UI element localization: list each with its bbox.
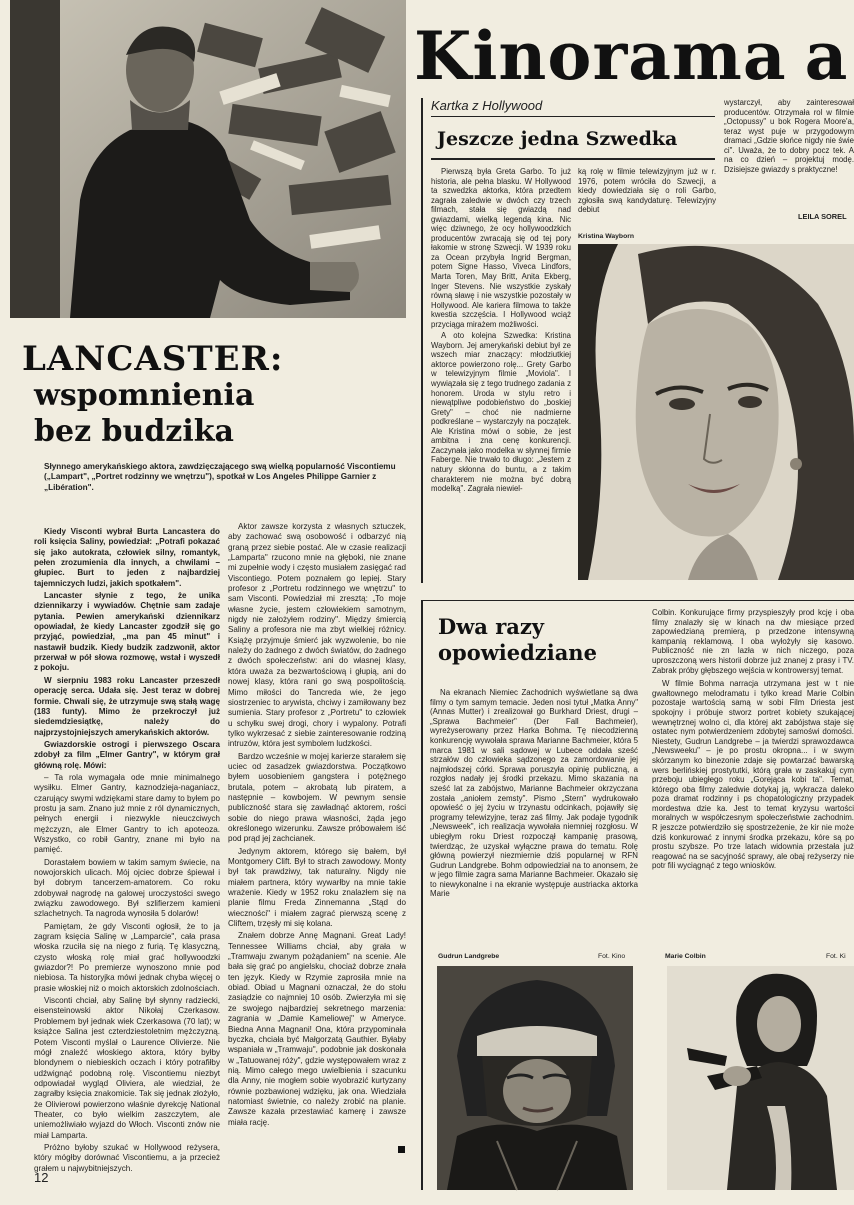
lancaster-paragraph: Gwiazdorskie ostrogi i pierwszego Oscara zdobył za film „Elmer Gantry", w którym grał główną rolę. Mówi:	[34, 739, 220, 770]
dwa-razy-paragraph: Na ekranach Niemiec Zachodnich wyświetlane są dwa filmy o tym samym temacie. Jeden nosi tytuł „Matka Anny" (Annas Mutter) i zrealizował go Burkhard Driest, drugi – „Sprawa Bachmeier" (Der Fall Bachmeier), wyreżyserowany przez Harka Bohma. Tę niecodzienną konkurencję wywołała sprawa Marianne Bachmeier, która 5 marca 1981 w sali sądowej w Lubece oddała sześć strzałów do człowieka sądzonego za zamordowanie jej najmłodszej córki. Sprawa poruszyła opinię publiczną, a rozgłos nadały jej środki przekazu. Mimo skazania na sześć lat za zabójstwo, Marianne Bachmeier okrzyczana została „aniołem zemsty". Pismo „Stern" wydrukowało opowieść o jej życiu w trzynastu odcinkach, pojawiły się programy telewizyjne, teraz zaś filmy. Jak podaje tygodnik „Newsweek", ich realizacja wywołała niemniej rozgłosu. W ubiegłym roku Driest rozpoczął kampanię prasową, twierdząc, że uzyskał wyłączne prawa do tematu. Rolę główną powierzył niezmiernie dziś popularnej w RFN Gudrun Landgrebe. Bohm odpowiedział na to anonsem, że w jego filmie zagra sama Marianne Bachmeier. Okazało się to niewykonalne i na ekranie występuje austriacka aktorka Marie	[430, 688, 638, 899]
lancaster-paragraph: Próżno byłoby szukać w Hollywood reżysera, który mógłby dorównać Viscontiemu, a ja przecież grałem u najwybitniejszych.	[34, 1142, 220, 1173]
colbin-caption: Marie Colbin	[665, 953, 706, 960]
lancaster-paragraph: – Ta rola wymagała ode mnie minimalnego wysiłku. Elmer Gantry, kaznodzieja-naganiacz, czarujący swymi wdziękami stare damy to byłem po prostu ja sam. Znano już mnie z ról dynamicznych, pełnych energii i niezwykle nieuczciwych mężczyzn, ale Elmer Gantry to ich apoteoza. Wszystko, co robił Gantry, znane mi było na pamięć.	[34, 772, 220, 855]
lancaster-paragraph: Aktor zawsze korzysta z własnych sztuczek, aby zachować swą osobowość i odbarzyć nią graną przez siebie postać. Ale w czasie realizacji „Lamparta" rzucono mnie na głęboki, nie znane mi zupełnie wody i często musiałem zasięgać rad Viscontiego. Potem poznałem go lepiej. Stary profesor z „Portretu rodzinnego we wnętrzu" to sam Visconti. Powiedział mi zresztą: „To moje własne życie, jestem człowiekiem samotnym, nigdy nie założyłem rodziny". Między śmiercią Saliny a profesora nie ma zbyt wielkiej różnicy. Książę przyjmuje śmierć jak wyzwolenie, bo nie należy do żadnego z dwóch światów, do żadnego z dwóch społeczeństw: ani do własnej klasy, która uważa za bezwartościową i głupią, ani do nowej klasy, która rani go swą pospolitością. Mimo miłości do Tancreda wie, że jego siostrzeniec to arywista, chciwy i zamiłowany bez sumienia. Stary profesor z „Portretu" to człowiek u schyłku swej drogi, chory i wypalony. Potrafi tylko wykrzesać z siebie zainteresowanie rodziną intruzów, która jest symbolem ludzkości.	[228, 522, 406, 749]
lancaster-paragraph: W sierpniu 1983 roku Lancaster przeszedł operację serca. Udała się. Jest teraz w dobrej formie. Chwali się, że utrzymuje swą stałą wagę (183 funty). Mimo że przekroczył już siedemdziesiątkę, należy do najprzystojniejszych amerykańskich aktorów.	[34, 675, 220, 737]
lancaster-headline	[22, 340, 382, 450]
lancaster-headline-line1: LANCASTER:	[22, 339, 284, 379]
szwedka-paragraph: Pierwszą była Greta Garbo. To już historia, ale pełna blasku. W Hollywood ta szwedzka aktorka, która przedtem zagrała zaledwie w dwóch czy trzech filmach, stała się gwiazdą nad gwiazdami, wielką legendą kina. Nic więc dziwnego, że ocy hollywoodzkich producentów zwracają się od tej pory łakomie w stronę Szwecji. W 1939 roku za Ocean przybyła Ingrid Bergman, potem Signe Hasso, Viveca Lindfors, Marta Toren, May Britt, Anita Ekberg, Inger Stevens. Nie wszystkie zyskały równą sławę i nie wszystkie pozostały w Hollywood. Ale kariera filmowa to także kwestia szczęścia. I Hollywood wciąż przyciąga mirażem możliwości.	[431, 167, 571, 329]
dwa-razy-headline	[438, 614, 597, 666]
dwa-razy-column-2	[652, 608, 854, 938]
dwa-razy-paragraph: W filmie Bohma narracja utrzymana jest w t nie gwałtownego melodramatu i tylko kread Marie Colbin pozostaje wartością samą w sobi Film Driesta jest spokojny i próbuje stworz portret kobiety szukającej wewnętrznej wolno ci, dla której akt zabójstwa staje się ostatec nym potwierdzeniem zdobytej samoświ domości. Niestety, Gudrun Landgrebe – ja twierdzi sprawozdawca „Newsweeku" – je po prostu okropna... i w swym skórzanym ko binezonie zdaje się powtarzać bawarską wers berlińskiej prostytutki, którą grała w zaskakuj cym przeboju ubiegłego roku „Gorejąca kobi ta". Temat, którego oba filmy zaledwie dotykaj ją, wykracza daleko poza dramat rodzinny i ps chopatologiczny przypadek mordestwa dzie ka. Jest to temat kryzysu wartości moralnych w współczesnym społeczeństwie zachodnim. R jeszcze potwierdziło się spostrzeżenie, że kir nie może dziś konkurować z innymi środka przekazu, kóre są po prostu szybsze. Po trze latach widownia przestała już reagować na se sacyjność sprawy, ale obaj reżyserzy nie potr fili wyciągnąć z tego wniosków.	[652, 679, 854, 871]
lancaster-paragraph: Lancaster słynie z tego, że unika dziennikarzy i wywiadów. Chętnie sam zadaje pytania. Pewien amerykański dziennikarz opowiadał, że kiedy Lancaster zgodził się go przyjąć, powiedział, „ma pan 45 minut" i nastawił budzik. Kiedy budzik zadzwonił, aktor przerwał w pół słowa rozmowę, wstał i wyszedł z pokoju.	[34, 591, 220, 673]
lancaster-column-2	[228, 522, 406, 1142]
dwa-razy-paragraph: Colbin. Konkurujące firmy przyspieszyły prod kcję i oba filmy znalazły się w kinach na dw miesiące przed zapowiedzianą premierą, p przedzone intensywną kampanią reklamową. I oba wyłożyły się kasowo. Publiczność nie zn lazła w nich niczego, poza uproszczoną wers historii dobrze już znanej z prasy i TV. Zabrak próby głębszego wejścia w kontrowersyj temat.	[652, 608, 854, 675]
column-divider-top	[421, 98, 423, 583]
end-mark	[398, 1146, 405, 1153]
colbin-credit: Fot. Ki	[826, 953, 846, 960]
lancaster-paragraph: Znałem dobrze Annę Magnani. Great Lady! Tennessee Williams chciał, aby grała w „Tramwaju zwanym pożądaniem" na scenie. Ale bała się grać po angielsku, chociaż dobrze znała ten język. Kiedy w Rzymie zaprosiła mnie na obiad. Obiad u Magnani oznaczał, że do stołu zasiądzie co najmniej 10 osób. Zwierzyła mi się ze swojego najbardziej sekretnego marzenia: zagrania w „Damie Kameliowej" w Ameryce. Biedna Anna Magnani! Ona, która przypominała byczka, chciała być Małgorzatą Gauthier. Byłaby wspaniała w „Tramwaju", podobnie jak doskonała w „Tatuowanej róży", gdzie występowałem wraz z nią. Mimo całego mego uwielbienia i szacunku dla Anny, nie mogłem sobie wyobrazić kurtyzany równie pozbawionej wdzięku, jak ona. Wiedziała natomiast świetnie, co należy zrobić na planie. Zawsze kazała przestawiać kamerę i zawsze miała rację.	[228, 931, 406, 1127]
dwa-razy-top-rule	[421, 600, 854, 601]
dwa-razy-headline-line1: Dwa razy	[438, 614, 545, 639]
gudrun-landgrebe-photo	[437, 966, 633, 1190]
szwedka-paragraph: wystarczył, aby zainteresował producentów. Otrzymała rol w filmie „Octopussy" u bok Rogera Moore'a, teraz wyst puje w przygodowym dramaci „Gdzie słońce nigdy nie świe ci". Uważa, że to dobry pocz tek. A na co dzień – projektuj modę. Dzisiejsze gwiazdy s praktyczne!	[724, 98, 854, 174]
lancaster-lead: Słynnego amerykańskiego aktora, zawdzięczającego swą wielką popularność Viscontiemu („Lampart", „Portret rodzinny we wnętrzu"), spotkał w Los Angeles Philippe Garnier z „Libération".	[44, 462, 396, 492]
szwedka-column-2	[578, 167, 716, 227]
szwedka-paragraph: A oto kolejna Szwedka: Kristina Wayborn. Jej amerykański debiut był ze wszech miar znaczący: młodziutkiej aktorce powierzono rolę... Grety Garbo w telewizyjnym filmie „Moviola". I wywiązała się z tego trudnego zadania z honorem. Uroda w stylu retro i niewątpliwe podobieństwo do „boskiej Grety" – choć nie nadmierne podkreślane – wystarczyły na początek. Ale Kristina mówi o sobie, że jest ambitna i zna cenę konkurencji. Zaczynała jako modelka w słynnej firmie Faberge. Nie trwało to długo: „Jestem z natury skłonna do buntu, a z takim charakterem nie można być dobrą modelką". Zagrała niewiel-	[431, 331, 571, 494]
lancaster-paragraph: Pamiętam, że gdy Visconti ogłosił, że to ja zagram księcia Salinę w „Lamparcie", cała prasa włoska rzuciła się na niego z furią. Tę klasyczną, czysto włoską rolę miał grać hollywoodzki gwiazdor?! Po premierze wynoszono mnie pod niebiosa. Ta historyjka mówi jednak chyba więcej o prasie włoskiej niż o moich aktorskich zdolnościach.	[34, 921, 220, 993]
szwedka-headline: Jeszcze jedna Szwedka	[437, 128, 678, 150]
szwedka-column-1	[431, 167, 571, 583]
dwa-razy-column-1	[430, 688, 638, 946]
szwedka-rule	[431, 158, 715, 160]
marie-colbin-photo	[667, 966, 854, 1190]
gudrun-caption: Gudrun Landgrebe	[438, 953, 500, 960]
lancaster-photo	[10, 0, 406, 318]
column-divider-bottom	[421, 600, 423, 1190]
lancaster-paragraph: Kiedy Visconti wybrał Burta Lancastera do roli księcia Saliny, powiedział: „Potrafi pokazać się jako autokrata, człowiek silny, romantyk, pełen zrozumienia dla innych, a chwilami – głupiec. Burt to jeden z najbardziej tajemniczych ludzi, jakich spotkałem".	[34, 527, 220, 588]
szwedka-paragraph: ką rolę w filmie telewizyjnym już w r. 1976, potem wróciła do Szwecji, a kiedy dowiedziała się o roli Garbo, zgłosiła swą kandydaturę. Telewizyjny debiut	[578, 167, 716, 215]
kristina-caption: Kristina Wayborn	[578, 233, 635, 240]
page-number: 12	[34, 1170, 49, 1185]
lancaster-headline-line2: wspomnienia	[34, 378, 255, 413]
section-label: Kartka z Hollywood	[431, 98, 543, 113]
lancaster-paragraph: Dorastałem bowiem w takim samym świecie, na nowojorskich ulicach. Mój ojciec dobrze śpiewał i był dobrym tancerzem-amatorem. Co roku zdobywał nagrodę na galowej uroczystości swego związku zawodowego. Był szlifierzem kamieni szlachetnych. Ta nagroda wynosiła 5 dolarów!	[34, 857, 220, 919]
masthead-title-tail: a	[804, 17, 849, 95]
masthead-title-text: Kinorama	[414, 17, 787, 95]
byline: LEILA SOREL	[798, 212, 847, 221]
lancaster-headline-line3: bez budzika	[34, 414, 234, 449]
masthead-title	[414, 14, 854, 98]
szwedka-column-3	[724, 98, 854, 208]
dwa-razy-headline-line2: opowiedziane	[438, 640, 597, 665]
lancaster-paragraph: Visconti chciał, aby Salinę był słynny radziecki, eisensteinowski aktor Nikołaj Czerkasow. Problemem był jednak wiek Czerkasowa (70 lat); w książce Salina jest czterdziestoletnim mężczyzną. Potem Visconti myślał o Laurence Olivierze. Nie mógł znaleźć włoskiego aktora, który byłby blondynem o niebieskich oczach i który potrafiłby udźwignąć podobną rolę. Viscontiemu niezbyt odpowiadał wygląd Oliviera, ale wiedział, że zagrałby księcia znakomicie. Tak się jednak złożyło, że Olivierowi powierzono właśnie dyrekcję National Theater, co było wielkim zaszczytem, ale uniemożliwiało wyjazd do Włoch. Visconti znów nie miał Lamparta.	[34, 996, 220, 1140]
lancaster-paragraph: Bardzo wcześnie w mojej karierze starałem się uciec od zasadzek gwiazdorstwa. Początkowo byłem uosobieniem gangstera i potężnego brutala, potem – akrobatą lub piratem, a następnie – kowbojem. W pewnym sensie publiczność stara się zawładnąć aktorem, rości sobie do niego prawa własności, żąda jego określonego wizerunku. Zawsze próbowałem iść pod prąd jej zachcianek.	[228, 751, 406, 844]
gudrun-credit: Fot. Kino	[598, 953, 626, 960]
section-rule	[431, 116, 715, 117]
kristina-wayborn-photo	[578, 244, 854, 580]
lancaster-paragraph: Jedynym aktorem, którego się bałem, był Montgomery Clift. Był to strach zawodowy. Monty był tak prawdziwy, tak naturalny. Nigdy nie miałem partnera, który wywarłby na mnie takie wrażenie. Kiedy w 1952 roku znalazłem się na planie filmu Freda Zinnemanna „Stąd do wieczności" i miałem zagrać pierwszą scenę z Cliftem, trzęsły mi się kolana.	[228, 846, 406, 929]
lancaster-column-1	[34, 527, 220, 1173]
